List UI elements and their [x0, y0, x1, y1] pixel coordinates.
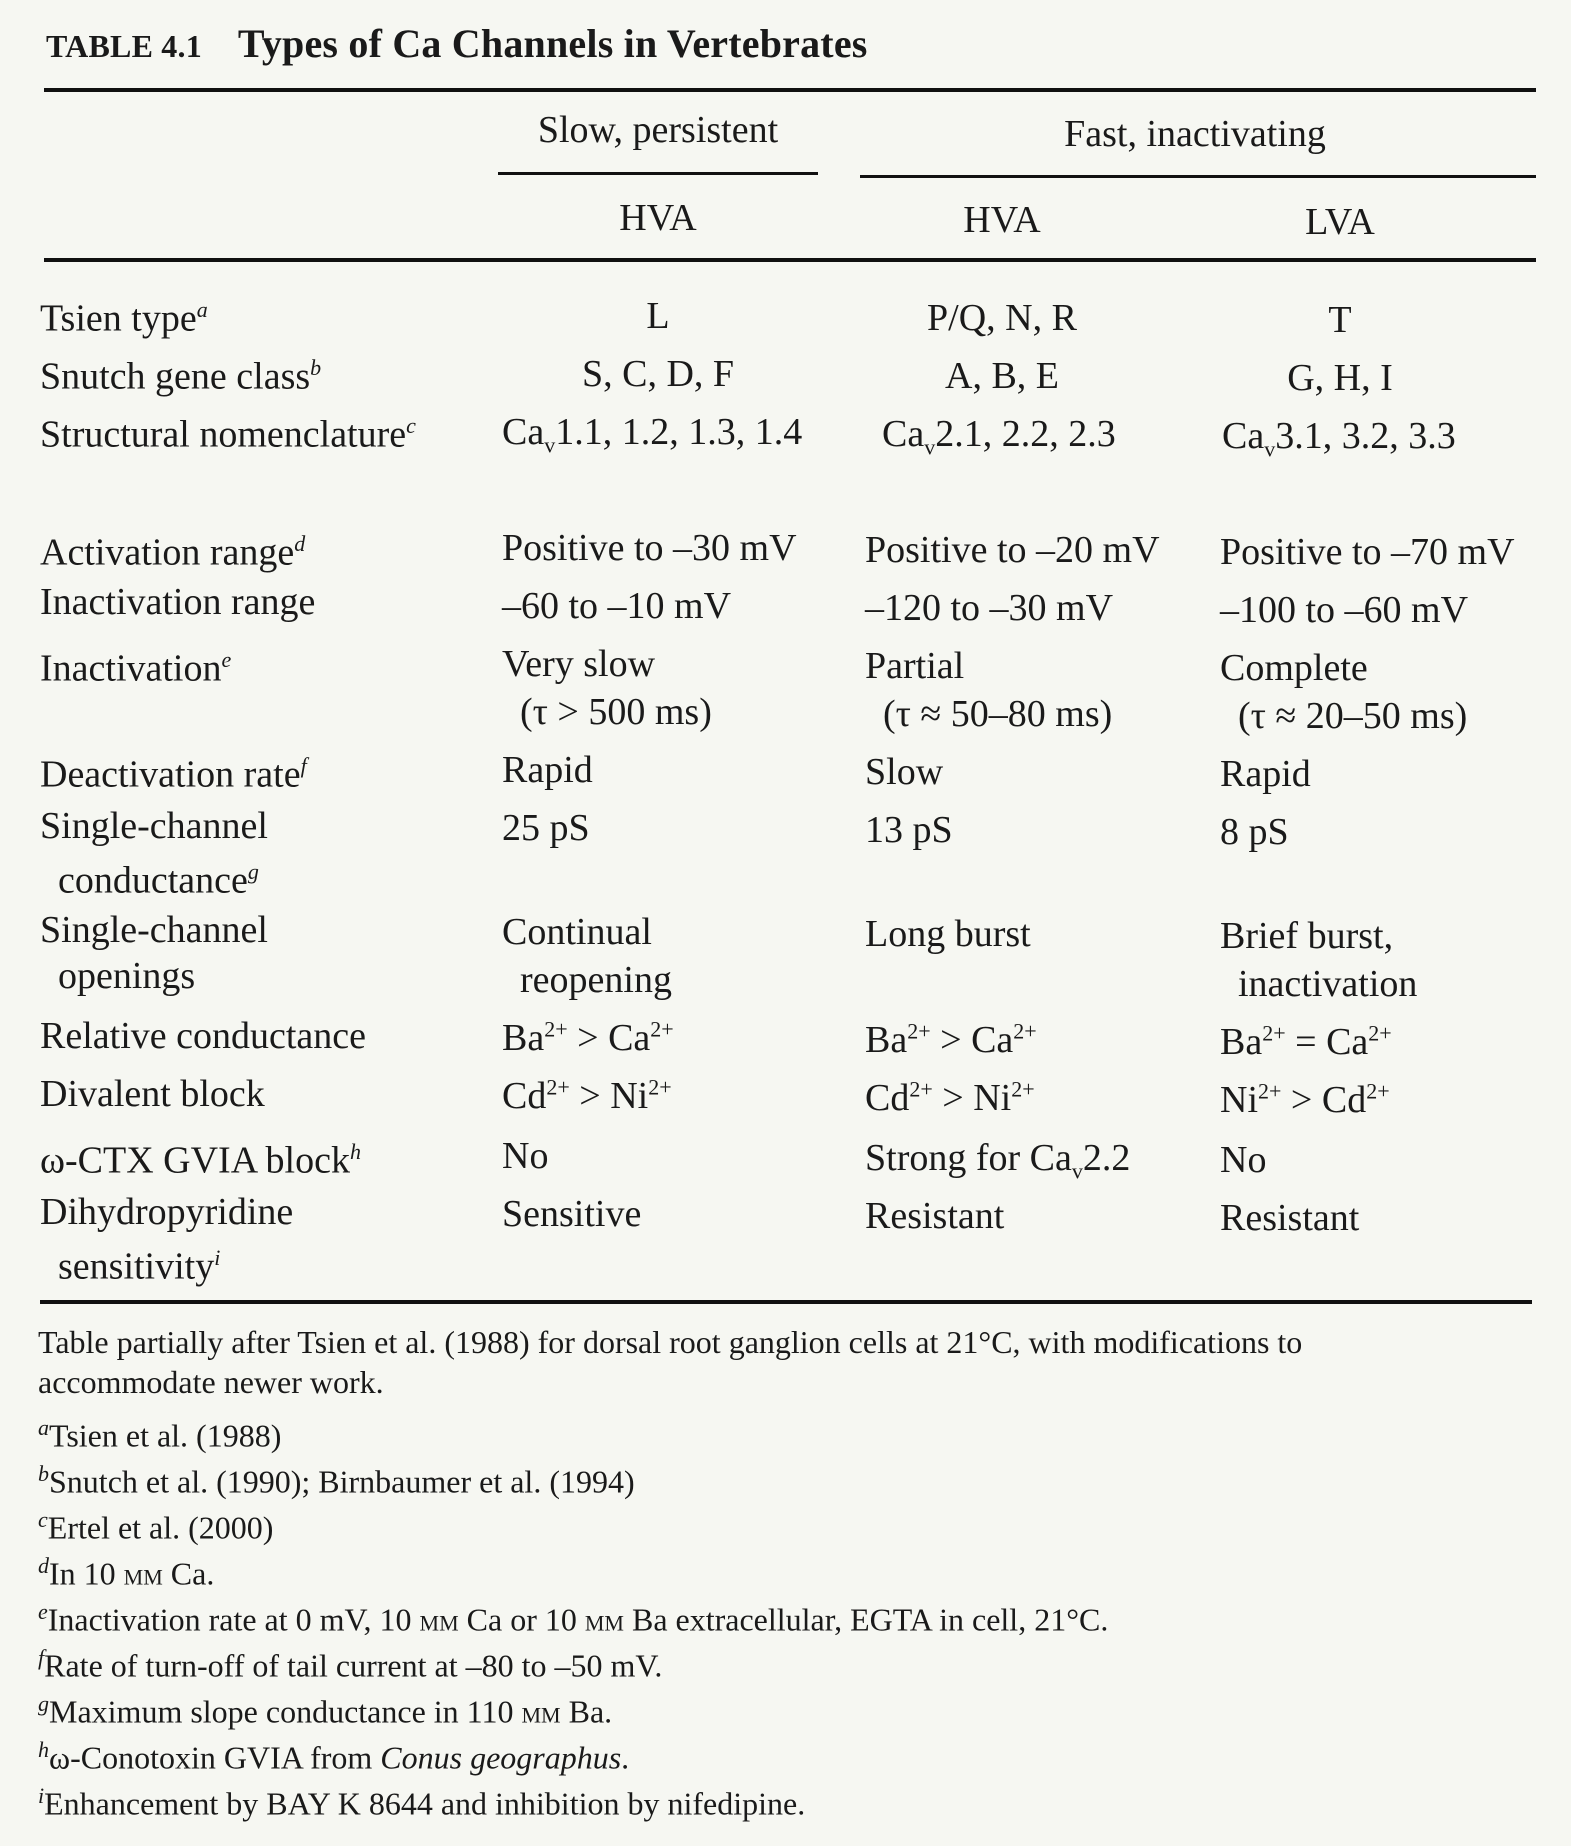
row-label-conductance: Single-channel: [40, 805, 268, 847]
footnote-d: $^d$In 10 mm Ca.: [38, 1553, 215, 1592]
cell-relative-2: $Ba^{2+} > Ca^{2+}$: [865, 1018, 1037, 1061]
cell-inact-range-2: –120 to –30 mV: [865, 587, 1114, 629]
cell-inactivation-1: Very slow: [502, 643, 656, 685]
cell-snutch-2: A, B, E: [945, 355, 1059, 397]
cell-tsien-1: L: [646, 295, 670, 337]
cell-ctx-1: No: [502, 1135, 549, 1177]
header-rule: [44, 258, 1536, 262]
top-rule: [44, 88, 1536, 92]
cell-openings-2: Long burst: [865, 913, 1031, 955]
cell-snutch-1: S, C, D, F: [581, 353, 735, 395]
cell-inact-range-3: –100 to –60 mV: [1220, 589, 1469, 631]
cell-conductance-3: 8 pS: [1220, 811, 1289, 853]
row-label-ctx: ω-CTX GVIA block$^h$: [40, 1139, 361, 1182]
cell-divalent-1: $Cd^{2+} > Ni^{2+}$: [502, 1074, 672, 1117]
cell-openings-1: Continual: [502, 911, 652, 953]
cell-conductance-2: 13 pS: [865, 809, 953, 851]
cell-deactivation-1: Rapid: [502, 749, 593, 791]
cell-dhp-2: Resistant: [865, 1195, 1005, 1237]
cell-tsien-2: P/Q, N, R: [927, 297, 1077, 339]
cell-structural-2: $Ca_v2.1$, 2.2, 2.3: [882, 413, 1116, 460]
cell-conductance-1: 25 pS: [502, 807, 590, 849]
row-label-openings: Single-channel: [40, 909, 268, 951]
row-label-divalent: Divalent block: [40, 1073, 265, 1115]
cell-inactivation-2b: (τ ≈ 50–80 ms): [883, 693, 1113, 735]
row-label-snutch: Snutch gene class$^b$: [40, 355, 322, 398]
bottom-rule: [40, 1300, 1532, 1304]
cell-structural-3: $Ca_v3.1$, 3.2, 3.3: [1222, 415, 1456, 462]
footnote-intro-2: accommodate newer work.: [38, 1364, 384, 1400]
cell-structural-1: $Ca_v1.1$, 1.2, 1.3, 1.4: [502, 411, 803, 458]
row-label-relative: Relative conductance: [40, 1015, 367, 1057]
row-label-conductance-2: conductance$^g$: [58, 859, 259, 902]
row-label-dhp: Dihydropyridine: [40, 1191, 294, 1233]
cell-relative-3: $Ba^{2+} = Ca^{2+}$: [1220, 1020, 1392, 1063]
table-label: TABLE 4.1: [46, 28, 202, 64]
row-label-openings-2: openings: [58, 955, 196, 997]
cell-activation-3: Positive to –70 mV: [1220, 531, 1515, 573]
footnote-b: $^b$Snutch et al. (1990); Birnbaumer et al. (1994): [38, 1461, 635, 1500]
column-header-2: HVA: [963, 199, 1041, 241]
table-title-text: Types of Ca Channels in Vertebrates: [237, 21, 868, 66]
group-header-slow: Slow, persistent: [537, 109, 779, 151]
row-label-inact-range: Inactivation range: [40, 581, 316, 623]
cell-inactivation-2: Partial: [865, 645, 965, 687]
cell-activation-2: Positive to –20 mV: [865, 529, 1160, 571]
row-label-inactivation: Inactivation$^e$: [40, 647, 232, 690]
cell-ctx-3: No: [1220, 1139, 1267, 1181]
cell-snutch-3: G, H, I: [1287, 357, 1393, 399]
footnote-g: $^g$Maximum slope conductance in 110 mm Ba.: [38, 1691, 613, 1730]
cell-deactivation-2: Slow: [865, 751, 944, 793]
cell-inactivation-1b: (τ > 500 ms): [520, 691, 712, 733]
footnote-e: $^e$Inactivation rate at 0 mV, 10 mm Ca or 10 mm Ba extracellular, EGTA in cell, 21°C.: [38, 1599, 1109, 1638]
footnote-a: $^a$Tsien et al. (1988): [38, 1415, 282, 1454]
footnote-c: $^c$Ertel et al. (2000): [38, 1507, 274, 1546]
table-title: [46, 20, 868, 67]
cell-dhp-1: Sensitive: [502, 1193, 642, 1235]
row-label-dhp-2: sensitivity$^i$: [58, 1245, 221, 1288]
cell-tsien-3: T: [1328, 299, 1352, 341]
cell-divalent-2: $Cd^{2+} > Ni^{2+}$: [865, 1076, 1035, 1119]
cell-inactivation-3: Complete: [1220, 647, 1368, 689]
cell-relative-1: $Ba^{2+} > Ca^{2+}$: [502, 1016, 674, 1059]
cell-ctx-2: Strong for $Ca_v2.2$: [865, 1137, 1131, 1184]
cell-divalent-3: $Ni^{2+} > Cd^{2+}$: [1220, 1078, 1390, 1121]
group-rule-fast: [860, 175, 1536, 178]
footnote-f: $^f$Rate of turn-off of tail current at –80 to –50 mV.: [38, 1645, 663, 1684]
column-header-3: LVA: [1305, 201, 1375, 243]
row-label-deactivation: Deactivation rate$^f$: [40, 753, 307, 796]
row-label-tsien: Tsien type$^a$: [40, 297, 208, 340]
cell-openings-1b: reopening: [520, 959, 672, 1001]
group-rule-slow: [498, 172, 818, 175]
footnote-i: $^i$Enhancement by BAY K 8644 and inhibition by nifedipine.: [38, 1783, 806, 1822]
column-header-1: HVA: [619, 197, 697, 239]
cell-inact-range-1: –60 to –10 mV: [502, 585, 732, 627]
row-label-activation: Activation range$^d$: [40, 531, 306, 574]
footnote-intro-1: Table partially after Tsien et al. (1988) for dorsal root ganglion cells at 21°C, with modifications to: [38, 1324, 1303, 1360]
row-label-structural: Structural nomenclature$^c$: [40, 413, 416, 456]
group-header-fast: Fast, inactivating: [1064, 113, 1326, 155]
cell-openings-3b: inactivation: [1238, 963, 1418, 1005]
footnote-h: $^h$ω-Conotoxin GVIA from Conus geographus.: [38, 1737, 630, 1776]
cell-deactivation-3: Rapid: [1220, 753, 1311, 795]
cell-activation-1: Positive to –30 mV: [502, 527, 797, 569]
cell-dhp-3: Resistant: [1220, 1197, 1360, 1239]
cell-openings-3: Brief burst,: [1220, 915, 1394, 957]
cell-inactivation-3b: (τ ≈ 20–50 ms): [1238, 695, 1468, 737]
